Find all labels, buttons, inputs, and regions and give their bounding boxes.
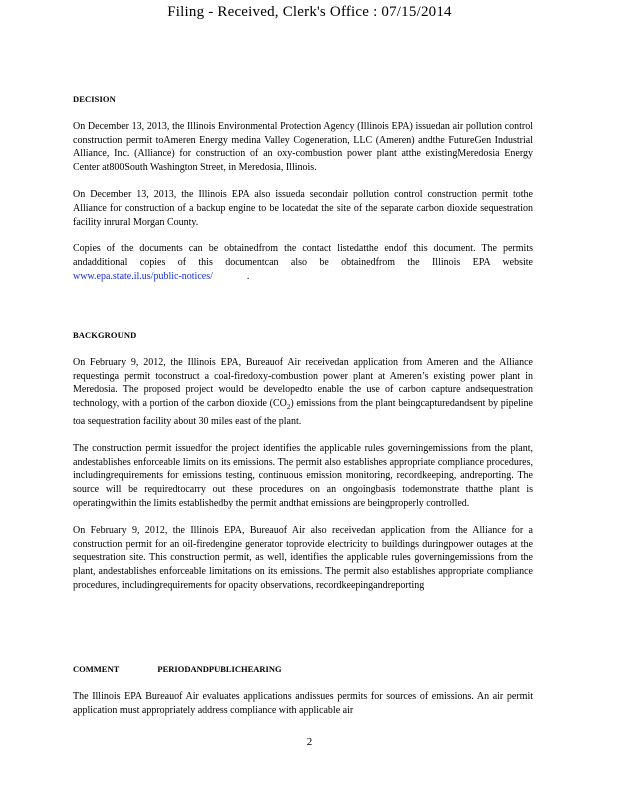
decision-paragraph-1: On December 13, 2013, the Illinois Environmental Protection Agency (Illinois EPA) issuedan air pollution control construction permit toAmeren Energy medina Valley Cogeneration, LLC (Ameren) andthe FutureGen Industrial Alliance, Inc. (Alliance) for construction of an oxy-combustion power plant atthe existingMeredosia Energy Center at800South Washington Street, in Meredosia, Illinois.: [73, 120, 533, 174]
decision-paragraph-3: [73, 242, 533, 283]
background-paragraph-3: On February 9, 2012, the Illinois EPA, Bureauof Air also receivedan application from the Alliance for a construction permit for an oil-firedengine generator toprovide electricity to buildings duringpower outages at the sequestration site. This construction permit, as well, identifies the applicable rules governingemissions from the plant, andestablishes enforceable limitations on its emissions. The permit also establishes appropriate compliance procedures, includingrequirements for opacity observations, recordkeepingandreporting: [73, 524, 533, 591]
filing-stamp-header: Filing - Received, Clerk's Office : 07/15/2014: [167, 4, 452, 20]
background-paragraph-1: [73, 356, 533, 429]
public-notices-link[interactable]: www.epa.state.il.us/public-notices/: [73, 270, 213, 282]
comment-period-heading: [73, 664, 282, 674]
decision-paragraph-3-text: Copies of the documents can be obtainedfrom the contact listedatthe endof this document. The permits andadditional copies of this documentcan also be obtainedfrom the Illinois EPA website: [73, 243, 533, 269]
section-comment: [73, 690, 533, 718]
section-decision: [73, 93, 533, 284]
decision-paragraph-3-end: .: [246, 270, 250, 282]
background-heading: BACKGROUND: [73, 330, 137, 340]
co2-subscript: 2: [286, 403, 291, 412]
section-background: [73, 329, 533, 593]
comment-paragraph-1: The Illinois EPA Bureauof Air evaluates applications andissues permits for sources of emissions. An air permit application must appropriately address compliance with applicable air: [73, 691, 533, 716]
period-public-hearing-heading: PERIODANDPUBLICHEARING: [157, 664, 282, 674]
background-paragraph-1-text: On February 9, 2012, the Illinois EPA, Bureauof Air receivedan application from Ameren and the Alliance requestinga permit toconstruct a coal-firedoxy-combustion power plant at Ameren’s existing power plant in Meredosia. The proposed project would be developedto enable the use of carbon capture andsequestration technology, with a portion of the carbon dioxide (CO: [73, 356, 533, 410]
comment-heading-word: COMMENT: [73, 664, 120, 674]
decision-heading: DECISION: [73, 94, 116, 104]
decision-paragraph-2: On December 13, 2013, the Illinois EPA also issueda secondair pollution control construction permit tothe Alliance for construction of a backup engine to be locatedat the site of the separate carbon dioxide sequestration facility inrural Morgan County.: [73, 188, 533, 228]
background-paragraph-2: The construction permit issuedfor the project identifies the applicable rules governingemissions from the plant, andestablishes enforceable limits on its emissions. The permit also establishes appropriate compliance procedures, includingrequirements for emissions testing, continuous emission monitoring, recordkeeping, andreporting. The source will be requiredtocarry out these procedures on an ongoingbasis todemonstrate thatthe plant is operatingwithin the limits establishedby the permit andthat emissions are beingproperly controlled.: [73, 442, 533, 509]
page-number: 2: [306, 736, 313, 748]
background-paragraph-1-cont: ) emissions from the plant beingcapturedandsent by pipeline toa sequestration facility about 30 miles east of the plant.: [73, 398, 533, 427]
